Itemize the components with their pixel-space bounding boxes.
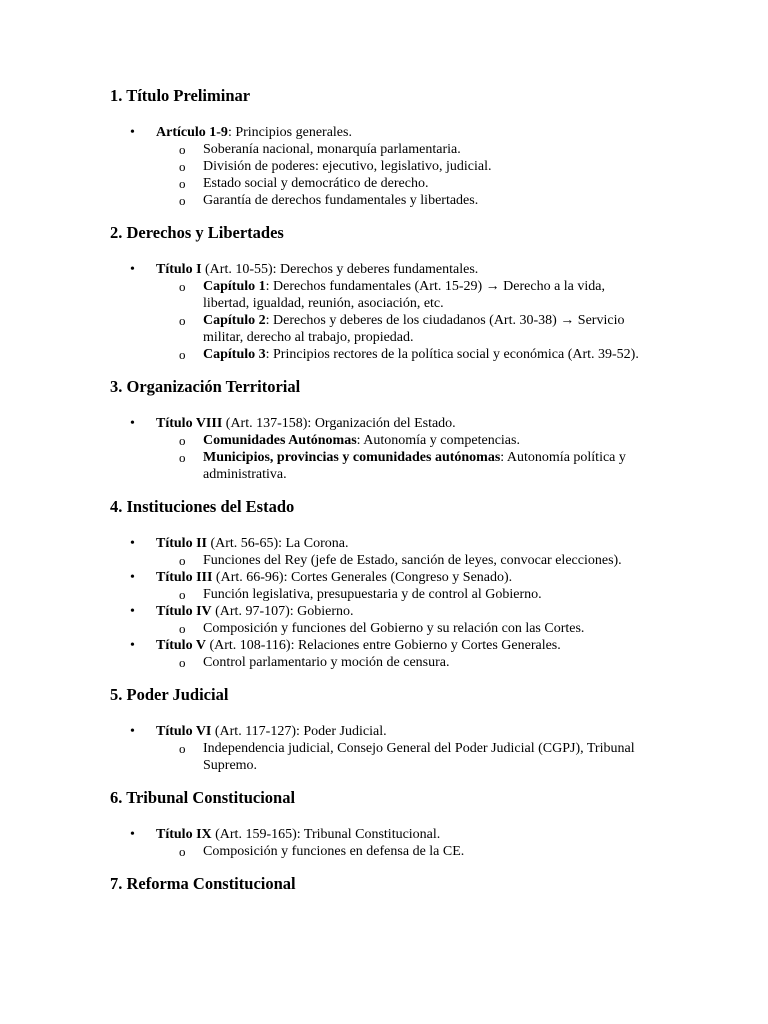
bullet-list	[110, 261, 768, 363]
sub-list-item	[156, 158, 649, 175]
item-label: Título IV	[156, 604, 212, 619]
sub-list	[156, 843, 644, 860]
sub-list-item	[156, 654, 649, 671]
item-label: Título V	[156, 638, 206, 653]
item-label: Título II	[156, 536, 207, 551]
bullet-icon: •	[130, 262, 135, 277]
bullet-list	[110, 415, 768, 483]
bullet-icon: •	[130, 638, 135, 653]
bullet-icon: •	[130, 536, 135, 551]
list-item	[110, 124, 644, 209]
bullet-icon: •	[130, 570, 135, 585]
bullet-icon: •	[130, 125, 135, 140]
sub-item-label: Capítulo 1	[203, 279, 266, 294]
section-heading: 4. Instituciones del Estado	[110, 497, 295, 516]
sub-item-text: : Derechos fundamentales (Art. 15-29) → Derecho a la vida, libertad, igualdad, reunión, asociación, etc.	[203, 279, 605, 311]
circle-bullet-icon: o	[179, 587, 186, 602]
item-text: (Art. 97-107): Gobierno.	[211, 604, 354, 619]
circle-bullet-icon: o	[179, 142, 186, 157]
item-label: Título III	[156, 570, 213, 585]
bullet-list	[110, 535, 768, 671]
list-item	[110, 826, 644, 860]
circle-bullet-icon: o	[179, 655, 186, 670]
sub-list-item	[156, 346, 649, 363]
section	[110, 788, 768, 860]
section	[110, 874, 768, 894]
section-heading: 5. Poder Judicial	[110, 685, 229, 704]
circle-bullet-icon: o	[179, 193, 186, 208]
bullet-icon: •	[130, 416, 135, 431]
circle-bullet-icon: o	[179, 433, 186, 448]
list-item	[110, 723, 644, 774]
sub-list	[156, 278, 644, 363]
sub-list	[156, 141, 644, 209]
circle-bullet-icon: o	[179, 741, 186, 756]
sub-list-item	[156, 432, 649, 449]
sub-list-item	[156, 312, 649, 346]
bullet-icon: •	[130, 604, 135, 619]
sub-list-item	[156, 449, 649, 483]
sub-item-text: Composición y funciones del Gobierno y su relación con las Cortes.	[203, 621, 585, 636]
item-text: : Principios generales.	[227, 125, 352, 140]
section	[110, 685, 768, 774]
list-item	[110, 261, 644, 363]
list-item	[110, 569, 644, 603]
circle-bullet-icon: o	[179, 553, 186, 568]
circle-bullet-icon: o	[179, 279, 186, 294]
sub-item-text: : Principios rectores de la política social y económica (Art. 39-52).	[265, 347, 639, 362]
item-text: (Art. 137-158): Organización del Estado.	[222, 416, 456, 431]
circle-bullet-icon: o	[179, 176, 186, 191]
section-heading: 3. Organización Territorial	[110, 377, 301, 396]
bullet-icon: •	[130, 827, 135, 842]
section	[110, 223, 768, 363]
sub-item-text: Composición y funciones en defensa de la CE.	[203, 844, 465, 859]
sub-item-text: : Autonomía y competencias.	[356, 433, 520, 448]
section-heading: 1. Título Preliminar	[110, 86, 251, 105]
sub-list-item	[156, 192, 649, 209]
item-text: (Art. 10-55): Derechos y deberes fundamentales.	[201, 262, 479, 277]
item-label: Título VI	[156, 724, 212, 739]
section	[110, 377, 768, 483]
circle-bullet-icon: o	[179, 159, 186, 174]
sub-item-text: Función legislativa, presupuestaria y de control al Gobierno.	[203, 587, 542, 602]
sub-item-text: : Derechos y deberes de los ciudadanos (Art. 30-38) → Servicio militar, derecho al trabajo, propiedad.	[203, 313, 625, 345]
sub-list	[156, 552, 644, 569]
section-heading: 2. Derechos y Libertades	[110, 223, 284, 242]
circle-bullet-icon: o	[179, 621, 186, 636]
item-label: Artículo 1-9	[156, 125, 228, 140]
sub-item-text: Garantía de derechos fundamentales y libertades.	[203, 193, 479, 208]
item-text: (Art. 108-116): Relaciones entre Gobierno y Cortes Generales.	[205, 638, 561, 653]
sub-item-text: Estado social y democrático de derecho.	[203, 176, 429, 191]
sub-list	[156, 654, 644, 671]
circle-bullet-icon: o	[179, 844, 186, 859]
sub-list	[156, 740, 644, 774]
circle-bullet-icon: o	[179, 313, 186, 328]
sub-list-item	[156, 586, 649, 603]
sub-list-item	[156, 843, 649, 860]
item-text: (Art. 66-96): Cortes Generales (Congreso y Senado).	[212, 570, 513, 585]
sub-list-item	[156, 175, 649, 192]
sub-list-item	[156, 141, 649, 158]
document-body	[110, 86, 768, 894]
list-item	[110, 535, 644, 569]
sub-item-label: Capítulo 2	[203, 313, 266, 328]
sub-item-label: Capítulo 3	[203, 347, 266, 362]
bullet-list	[110, 124, 768, 209]
item-text: (Art. 56-65): La Corona.	[206, 536, 349, 551]
sub-list	[156, 586, 644, 603]
bullet-icon: •	[130, 724, 135, 739]
section	[110, 497, 768, 671]
sub-item-label: Municipios, provincias y comunidades autónomas	[203, 450, 501, 465]
sub-item-text: Control parlamentario y moción de censura.	[203, 655, 450, 670]
sub-list-item	[156, 740, 649, 774]
item-label: Título I	[156, 262, 202, 277]
item-text: (Art. 117-127): Poder Judicial.	[211, 724, 387, 739]
circle-bullet-icon: o	[179, 347, 186, 362]
sub-list	[156, 432, 644, 483]
item-label: Título VIII	[156, 416, 223, 431]
sub-list	[156, 620, 644, 637]
bullet-list	[110, 826, 768, 860]
item-label: Título IX	[156, 827, 212, 842]
bullet-list	[110, 723, 768, 774]
section	[110, 86, 768, 209]
section-heading: 6. Tribunal Constitucional	[110, 788, 296, 807]
item-text: (Art. 159-165): Tribunal Constitucional.	[211, 827, 441, 842]
sub-item-text: Funciones del Rey (jefe de Estado, sanción de leyes, convocar elecciones).	[203, 553, 622, 568]
sub-item-text: : Autonomía política y administrativa.	[203, 450, 626, 482]
sub-list-item	[156, 278, 649, 312]
list-item	[110, 637, 644, 671]
sub-list-item	[156, 620, 649, 637]
section-heading: 7. Reforma Constitucional	[110, 874, 296, 893]
sub-item-label: Comunidades Autónomas	[203, 433, 357, 448]
list-item	[110, 603, 644, 637]
list-item	[110, 415, 644, 483]
sub-item-text: Independencia judicial, Consejo General del Poder Judicial (CGPJ), Tribunal Supremo.	[203, 741, 635, 773]
sub-item-text: División de poderes: ejecutivo, legislativo, judicial.	[203, 159, 492, 174]
circle-bullet-icon: o	[179, 450, 186, 465]
sub-list-item	[156, 552, 649, 569]
sub-item-text: Soberanía nacional, monarquía parlamentaria.	[203, 142, 461, 157]
